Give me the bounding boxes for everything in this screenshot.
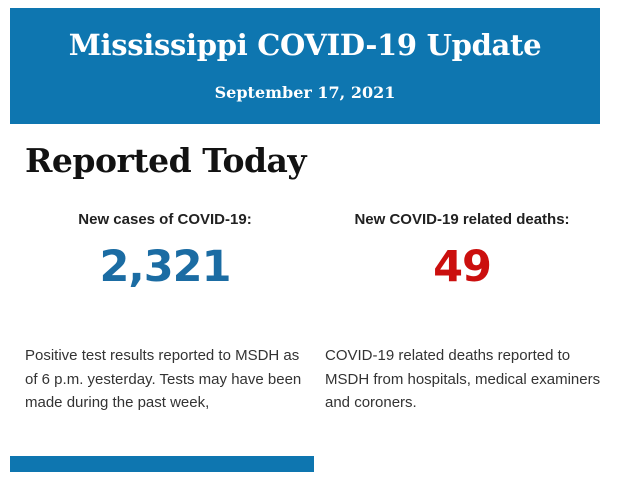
new-deaths-value: 49 [433,242,491,292]
new-deaths-description: COVID-19 related deaths reported to MSDH from hospitals, medical examiners and coroners. [325,347,601,411]
new-cases-label: New cases of COVID-19: [78,211,252,228]
section-heading-reported-today: Reported Today [25,141,307,180]
new-cases-value: 2,321 [99,242,231,292]
report-date: September 17, 2021 [214,83,396,102]
header-banner [10,8,600,124]
new-deaths-label: New COVID-19 related deaths: [354,211,570,228]
new-cases-description: Positive test results reported to MSDH as of 6 p.m. yesterday. Tests may have been made during the past week, [25,347,302,411]
next-section-banner-partial [10,456,314,472]
page-title: Mississippi COVID-19 Update [68,28,542,62]
